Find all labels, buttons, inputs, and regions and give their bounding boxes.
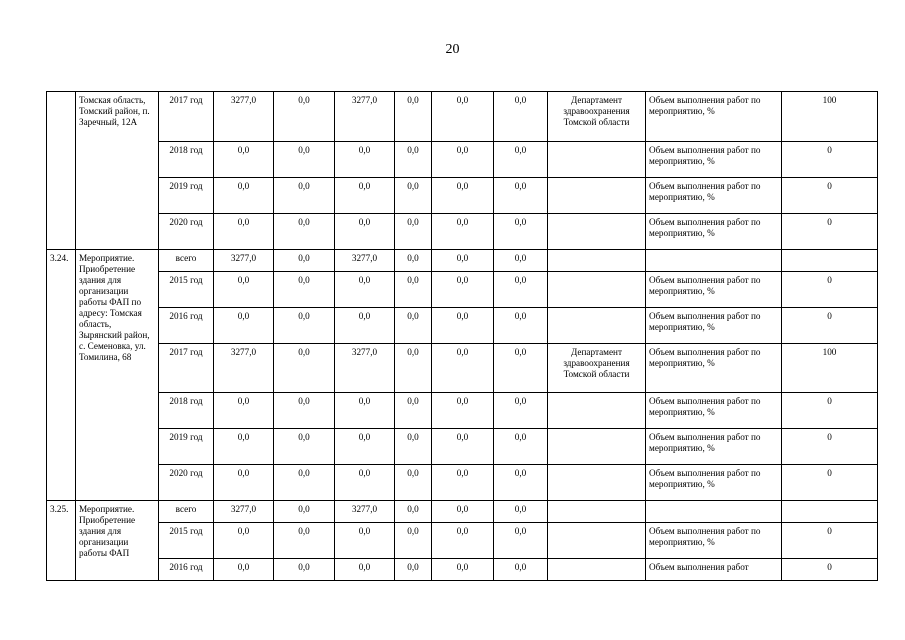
- table-row: [47, 559, 878, 581]
- amount-cell: 0,0: [494, 393, 548, 429]
- amount-cell: 0,0: [335, 272, 395, 308]
- period-cell: 2015 год: [159, 272, 214, 308]
- department-cell: [548, 272, 646, 308]
- amount-cell: 0,0: [214, 178, 274, 214]
- amount-cell: 0,0: [274, 142, 335, 178]
- period-cell: всего: [159, 250, 214, 272]
- amount-cell: 3277,0: [214, 92, 274, 142]
- amount-cell: 0,0: [214, 272, 274, 308]
- amount-cell: 0,0: [432, 559, 494, 581]
- department-cell: [548, 214, 646, 250]
- measure-description: Томская область, Томский район, п. Заречный, 12А: [76, 92, 159, 250]
- amount-cell: 0,0: [335, 308, 395, 344]
- amount-cell: 0,0: [214, 523, 274, 559]
- table-row: [47, 142, 878, 178]
- amount-cell: 0,0: [395, 429, 432, 465]
- table-row: [47, 272, 878, 308]
- amount-cell: 0,0: [274, 308, 335, 344]
- amount-cell: 0,0: [335, 429, 395, 465]
- target-value-cell: 0: [782, 272, 878, 308]
- amount-cell: 0,0: [395, 308, 432, 344]
- amount-cell: 0,0: [494, 250, 548, 272]
- period-cell: 2020 год: [159, 214, 214, 250]
- amount-cell: 3277,0: [214, 344, 274, 393]
- table-row: [47, 465, 878, 501]
- target-value-cell: 0: [782, 465, 878, 501]
- amount-cell: 0,0: [432, 92, 494, 142]
- amount-cell: 0,0: [335, 559, 395, 581]
- amount-cell: 0,0: [274, 214, 335, 250]
- measure-number: 3.24.: [47, 250, 76, 501]
- amount-cell: 0,0: [432, 178, 494, 214]
- period-cell: 2017 год: [159, 92, 214, 142]
- amount-cell: 0,0: [395, 559, 432, 581]
- amount-cell: 0,0: [335, 393, 395, 429]
- table-row: [47, 308, 878, 344]
- period-cell: 2016 год: [159, 559, 214, 581]
- indicator-cell: Объем выполнения работ по мероприятию, %: [646, 178, 782, 214]
- amount-cell: 0,0: [395, 344, 432, 393]
- indicator-cell: Объем выполнения работ по мероприятию, %: [646, 344, 782, 393]
- amount-cell: 0,0: [432, 214, 494, 250]
- department-cell: [548, 178, 646, 214]
- department-cell: [548, 523, 646, 559]
- amount-cell: 0,0: [432, 272, 494, 308]
- department-cell: Департамент здравоохранения Томской области: [548, 344, 646, 393]
- target-value-cell: 0: [782, 308, 878, 344]
- period-cell: 2017 год: [159, 344, 214, 393]
- amount-cell: 0,0: [494, 308, 548, 344]
- indicator-cell: Объем выполнения работ: [646, 559, 782, 581]
- indicator-cell: [646, 250, 782, 272]
- indicator-cell: Объем выполнения работ по мероприятию, %: [646, 465, 782, 501]
- amount-cell: 0,0: [432, 523, 494, 559]
- amount-cell: 0,0: [335, 214, 395, 250]
- table-row: [47, 214, 878, 250]
- amount-cell: 3277,0: [335, 250, 395, 272]
- amount-cell: 0,0: [335, 465, 395, 501]
- department-cell: [548, 429, 646, 465]
- indicator-cell: Объем выполнения работ по мероприятию, %: [646, 214, 782, 250]
- amount-cell: 0,0: [494, 429, 548, 465]
- amount-cell: 0,0: [214, 559, 274, 581]
- target-value-cell: 100: [782, 344, 878, 393]
- amount-cell: 0,0: [494, 501, 548, 523]
- amount-cell: 0,0: [395, 465, 432, 501]
- amount-cell: 0,0: [432, 501, 494, 523]
- table-row: [47, 344, 878, 393]
- amount-cell: 0,0: [274, 178, 335, 214]
- department-cell: [548, 465, 646, 501]
- amount-cell: 3277,0: [335, 92, 395, 142]
- amount-cell: 0,0: [432, 308, 494, 344]
- target-value-cell: 0: [782, 393, 878, 429]
- period-cell: 2019 год: [159, 178, 214, 214]
- table-row: [47, 393, 878, 429]
- amount-cell: 0,0: [432, 344, 494, 393]
- amount-cell: 0,0: [395, 214, 432, 250]
- period-cell: всего: [159, 501, 214, 523]
- amount-cell: 0,0: [274, 344, 335, 393]
- amount-cell: 0,0: [494, 523, 548, 559]
- amount-cell: 0,0: [274, 501, 335, 523]
- amount-cell: 0,0: [335, 178, 395, 214]
- amount-cell: 0,0: [395, 142, 432, 178]
- amount-cell: 0,0: [274, 272, 335, 308]
- amount-cell: 0,0: [274, 559, 335, 581]
- table-row: [47, 429, 878, 465]
- amount-cell: 0,0: [214, 393, 274, 429]
- amount-cell: 0,0: [214, 142, 274, 178]
- indicator-cell: Объем выполнения работ по мероприятию, %: [646, 142, 782, 178]
- target-value-cell: [782, 250, 878, 272]
- department-cell: [548, 501, 646, 523]
- amount-cell: 0,0: [395, 92, 432, 142]
- indicator-cell: [646, 501, 782, 523]
- amount-cell: 3277,0: [214, 250, 274, 272]
- target-value-cell: 0: [782, 429, 878, 465]
- indicator-cell: Объем выполнения работ по мероприятию, %: [646, 523, 782, 559]
- amount-cell: 0,0: [274, 429, 335, 465]
- amount-cell: 0,0: [494, 178, 548, 214]
- period-cell: 2018 год: [159, 393, 214, 429]
- department-cell: [548, 308, 646, 344]
- department-cell: [548, 250, 646, 272]
- amount-cell: 0,0: [274, 393, 335, 429]
- amount-cell: 0,0: [214, 429, 274, 465]
- page-number: 20: [445, 42, 460, 57]
- target-value-cell: 0: [782, 142, 878, 178]
- amount-cell: 0,0: [494, 465, 548, 501]
- amount-cell: 0,0: [274, 465, 335, 501]
- target-value-cell: 0: [782, 559, 878, 581]
- period-cell: 2019 год: [159, 429, 214, 465]
- indicator-cell: Объем выполнения работ по мероприятию, %: [646, 429, 782, 465]
- amount-cell: 0,0: [214, 214, 274, 250]
- amount-cell: 0,0: [395, 523, 432, 559]
- indicator-cell: Объем выполнения работ по мероприятию, %: [646, 393, 782, 429]
- amount-cell: 0,0: [395, 272, 432, 308]
- amount-cell: 0,0: [274, 92, 335, 142]
- amount-cell: 0,0: [432, 429, 494, 465]
- amount-cell: 0,0: [494, 142, 548, 178]
- target-value-cell: 0: [782, 178, 878, 214]
- department-cell: [548, 393, 646, 429]
- amount-cell: 0,0: [494, 92, 548, 142]
- amount-cell: 3277,0: [335, 501, 395, 523]
- amount-cell: 0,0: [432, 250, 494, 272]
- amount-cell: 3277,0: [335, 344, 395, 393]
- measure-description: Мероприятие. Приобретение здания для организации работы ФАП по адресу: Томская область, Зырянский район, с. Семеновка, ул. Томилина, 68: [76, 250, 159, 501]
- table-row: [47, 178, 878, 214]
- amount-cell: 0,0: [335, 523, 395, 559]
- amount-cell: 0,0: [432, 465, 494, 501]
- measure-number: 3.25.: [47, 501, 76, 581]
- amount-cell: 0,0: [494, 272, 548, 308]
- measure-number: [47, 92, 76, 250]
- department-cell: [548, 142, 646, 178]
- amount-cell: 0,0: [395, 501, 432, 523]
- department-cell: [548, 559, 646, 581]
- amount-cell: 0,0: [395, 250, 432, 272]
- indicator-cell: Объем выполнения работ по мероприятию, %: [646, 92, 782, 142]
- measure-description: Мероприятие. Приобретение здания для организации работы ФАП: [76, 501, 159, 581]
- program-measures-table: [46, 91, 878, 581]
- amount-cell: 0,0: [494, 559, 548, 581]
- amount-cell: 0,0: [214, 308, 274, 344]
- amount-cell: 0,0: [335, 142, 395, 178]
- period-cell: 2016 год: [159, 308, 214, 344]
- amount-cell: 0,0: [494, 214, 548, 250]
- period-cell: 2020 год: [159, 465, 214, 501]
- target-value-cell: 0: [782, 214, 878, 250]
- amount-cell: 0,0: [214, 465, 274, 501]
- target-value-cell: [782, 501, 878, 523]
- period-cell: 2018 год: [159, 142, 214, 178]
- indicator-cell: Объем выполнения работ по мероприятию, %: [646, 272, 782, 308]
- amount-cell: 0,0: [494, 344, 548, 393]
- table-row: [47, 523, 878, 559]
- department-cell: Департамент здравоохранения Томской области: [548, 92, 646, 142]
- amount-cell: 0,0: [432, 142, 494, 178]
- table-row: [47, 501, 878, 523]
- amount-cell: 0,0: [395, 178, 432, 214]
- table-row: [47, 250, 878, 272]
- amount-cell: 0,0: [395, 393, 432, 429]
- amount-cell: 0,0: [432, 393, 494, 429]
- target-value-cell: 100: [782, 92, 878, 142]
- target-value-cell: 0: [782, 523, 878, 559]
- amount-cell: 3277,0: [214, 501, 274, 523]
- amount-cell: 0,0: [274, 250, 335, 272]
- table-row: [47, 92, 878, 142]
- amount-cell: 0,0: [274, 523, 335, 559]
- indicator-cell: Объем выполнения работ по мероприятию, %: [646, 308, 782, 344]
- period-cell: 2015 год: [159, 523, 214, 559]
